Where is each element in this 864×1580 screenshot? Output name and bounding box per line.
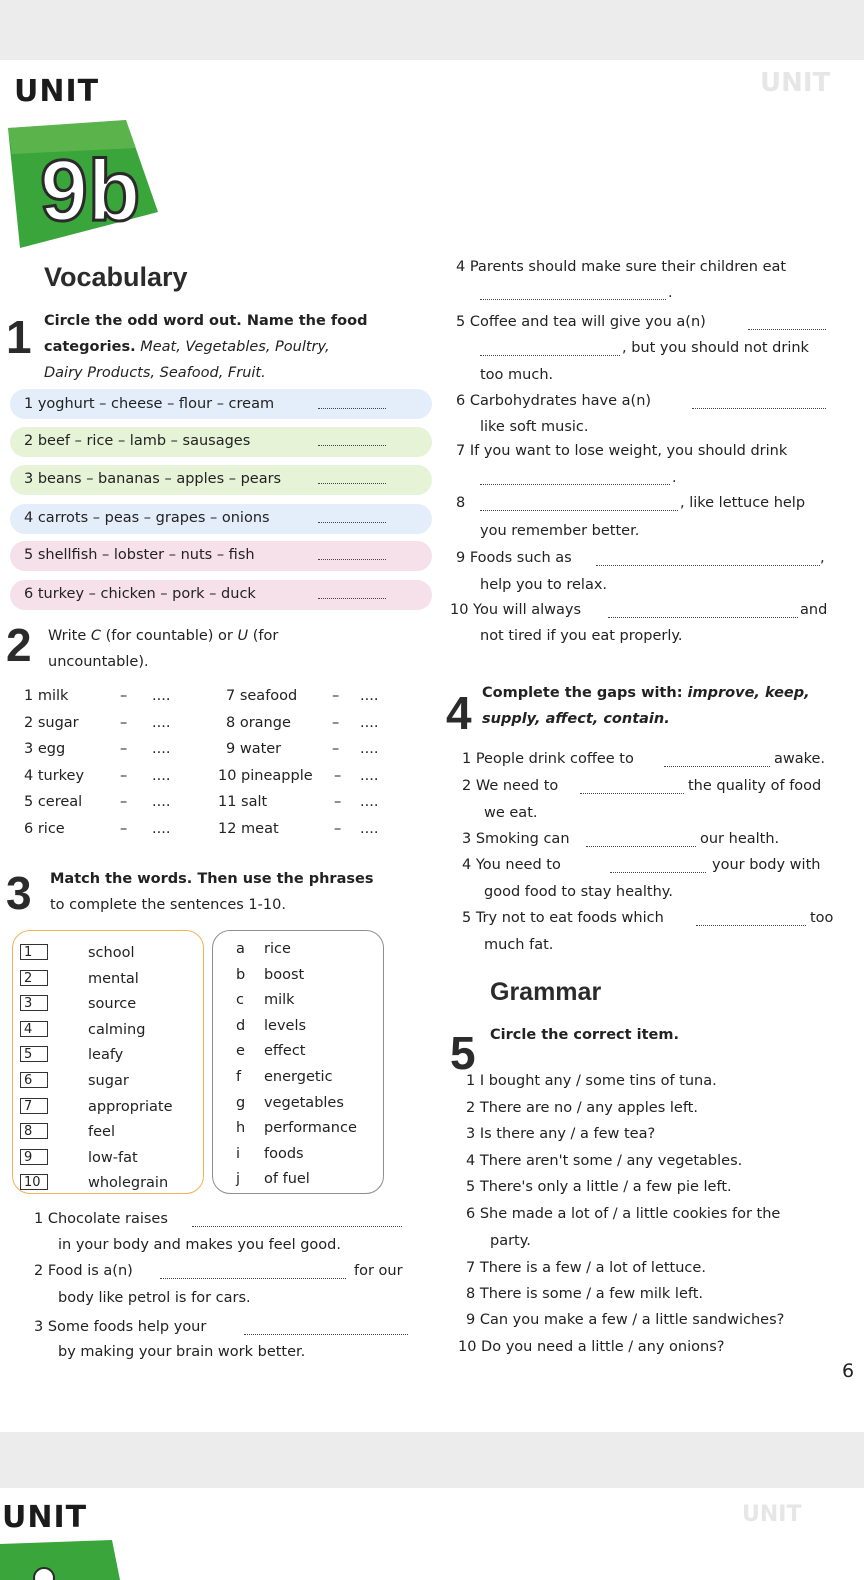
ex3-instruction-line1: Match the words. Then use the phrases [50, 871, 374, 887]
ex2-left-4: 4 turkey [24, 768, 85, 784]
ex3-number-box: 5 [20, 1046, 48, 1062]
exercise-4-number: 4 [446, 687, 472, 739]
ex1-item-3[interactable]: 3 beans – bananas – apples – pears [24, 471, 282, 487]
next-faint-watermark: UNIT [742, 1502, 802, 1527]
ex2-left-2: 2 sugar [24, 715, 79, 731]
ex3-number-box: 4 [20, 1021, 48, 1037]
ex3-right-word[interactable]: performance [264, 1120, 357, 1136]
ex4-s2-gap[interactable] [580, 779, 684, 794]
exercise-1-number: 1 [6, 311, 32, 363]
ex3-left-word[interactable]: leafy [88, 1047, 124, 1063]
ex3-s7-end: . [672, 470, 677, 486]
exercise-5-instruction: Circle the correct item. [490, 1027, 679, 1043]
ex2-right-gap-4[interactable]: .... [360, 768, 379, 784]
ex1-instruction-line3: Dairy Products, Seafood, Fruit. [44, 365, 266, 381]
ex5-item-8[interactable]: 8 There is some / a few milk left. [466, 1286, 704, 1302]
ex3-s7-start: 7 If you want to lose weight, you should drink [456, 443, 788, 459]
ex3-s5-gap-a[interactable] [748, 315, 826, 330]
ex2-left-dash-6: – [120, 821, 128, 837]
ex4-s4-start: 4 You need to [462, 857, 561, 873]
ex2-instr-a: Write [48, 628, 91, 644]
ex3-right-word[interactable]: levels [264, 1018, 307, 1034]
ex2-left-5: 5 cereal [24, 794, 83, 810]
ex3-right-letter: g [236, 1095, 246, 1111]
ex3-right-letter: f [236, 1069, 242, 1085]
ex3-number-box: 9 [20, 1149, 48, 1165]
ex3-right-word[interactable]: rice [264, 941, 291, 957]
ex5-item-9[interactable]: 9 Can you make a few / a little sandwiches? [466, 1312, 785, 1328]
ex4-s1-end: awake. [774, 751, 826, 767]
ex5-item-2[interactable]: 2 There are no / any apples left. [466, 1100, 698, 1116]
ex2-right-3: 9 water [226, 741, 282, 757]
ex3-left-word[interactable]: wholegrain [88, 1175, 169, 1191]
ex3-instruction-line2: to complete the sentences 1-10. [50, 897, 286, 913]
ex3-left-word[interactable]: source [88, 996, 137, 1012]
ex5-item-6[interactable]: 6 She made a lot of / a little cookies for the [466, 1206, 781, 1222]
ex3-right-word[interactable]: milk [264, 992, 295, 1008]
ex3-right-letter: b [236, 967, 246, 983]
next-unit-badge [0, 1540, 120, 1580]
exercise-3-instruction [50, 866, 373, 918]
faint-watermark: UNIT [760, 68, 831, 98]
ex3-s8-end: you remember better. [480, 523, 640, 539]
ex4-s2-end: we eat. [484, 805, 538, 821]
ex2-right-gap-1[interactable]: .... [360, 688, 379, 704]
next-unit-label: UNIT [2, 1500, 88, 1535]
ex2-right-gap-5[interactable]: .... [360, 794, 379, 810]
ex2-right-2: 8 orange [226, 715, 291, 731]
ex2-right-gap-2[interactable]: .... [360, 715, 379, 731]
ex2-instr-d: (for [248, 628, 279, 644]
ex3-left-word[interactable]: low-fat [88, 1150, 138, 1166]
ex3-s9-comma: , [820, 550, 825, 566]
ex2-left-6: 6 rice [24, 821, 65, 837]
ex2-instruction-line2: uncountable). [48, 654, 149, 670]
ex4-instruction-line2: supply, affect, contain. [482, 711, 670, 727]
ex3-left-word[interactable]: school [88, 945, 135, 961]
ex4-s3-gap[interactable] [586, 832, 696, 847]
exercise-3-number: 3 [6, 867, 32, 919]
ex1-instruction-italic: Meat, Vegetables, Poultry, [135, 339, 330, 355]
ex4-instruction-line1 [482, 680, 810, 706]
ex3-right-letter: d [236, 1018, 246, 1034]
ex3-s10-mid: and [800, 602, 828, 618]
ex4-s4-end: good food to stay healthy. [484, 884, 673, 900]
ex3-right-word[interactable]: vegetables [264, 1095, 344, 1111]
ex3-left-word[interactable]: mental [88, 971, 139, 987]
ex1-item-4[interactable]: 4 carrots – peas – grapes – onions [24, 510, 270, 526]
ex2-left-gap-3[interactable]: .... [152, 741, 171, 757]
ex3-number-box: 7 [20, 1098, 48, 1114]
ex3-number-box: 6 [20, 1072, 48, 1088]
ex5-item-7[interactable]: 7 There is a few / a lot of lettuce. [466, 1260, 706, 1276]
ex3-s9-gap[interactable] [596, 551, 820, 566]
ex3-s5-start: 5 Coffee and tea will give you a(n) [456, 314, 706, 330]
grammar-heading: Grammar [490, 978, 602, 1006]
ex2-left-dash-3: – [120, 741, 128, 757]
ex3-left-word[interactable]: calming [88, 1022, 146, 1038]
ex4-s3-start: 3 Smoking can [462, 831, 570, 847]
ex1-instruction-line2 [44, 334, 424, 360]
page-number: 6 [842, 1360, 855, 1382]
ex2-right-dash-2: – [332, 715, 340, 731]
ex1-answer-6[interactable] [318, 584, 386, 599]
ex2-left-gap-4[interactable]: .... [152, 768, 171, 784]
ex4-s2-mid: the quality of food [688, 778, 822, 794]
ex2-instruction-line1 [48, 623, 278, 649]
ex3-s1-end: in your body and makes you feel good. [58, 1237, 341, 1253]
vocabulary-heading: Vocabulary [44, 262, 188, 292]
ex2-right-4: 10 pineapple [218, 768, 313, 784]
ex4-s3-end: our health. [700, 831, 780, 847]
svg-text:9b: 9b [40, 143, 141, 239]
ex3-number-box: 2 [20, 970, 48, 986]
ex3-s9-end: help you to relax. [480, 577, 608, 593]
exercise-4-instruction [482, 680, 810, 732]
unit-badge-9b [8, 120, 158, 248]
ex2-left-dash-2: – [120, 715, 128, 731]
unit-label: UNIT [14, 74, 100, 109]
ex3-s10-end: not tired if you eat properly. [480, 628, 683, 644]
ex4-s5-start: 5 Try not to eat foods which [462, 910, 664, 926]
ex3-s8-mid: , like lettuce help [680, 495, 806, 511]
ex2-right-dash-3: – [332, 741, 340, 757]
ex4-s2-start: 2 We need to [462, 778, 559, 794]
ex3-right-letter: a [236, 941, 245, 957]
ex3-right-word[interactable]: foods [264, 1146, 304, 1162]
ex2-left-gap-6[interactable]: .... [152, 821, 171, 837]
ex1-answer-2[interactable] [318, 431, 386, 446]
ex3-s3-gap[interactable] [244, 1320, 408, 1335]
ex3-s9-start: 9 Foods such as [456, 550, 572, 566]
ex3-number-box: 8 [20, 1123, 48, 1139]
ex1-instruction-bold2: categories. [44, 339, 136, 355]
ex1-answer-5[interactable] [318, 545, 386, 560]
next-page-sheet [0, 1488, 864, 1580]
ex2-left-dash-5: – [120, 794, 128, 810]
ex3-right-word[interactable]: boost [264, 967, 305, 983]
ex3-s4-end: . [668, 285, 673, 301]
ex3-right-letter: j [236, 1171, 241, 1187]
ex1-item-2[interactable]: 2 beef – rice – lamb – sausages [24, 433, 251, 449]
ex3-left-word[interactable]: appropriate [88, 1099, 173, 1115]
ex1-instruction-line1: Circle the odd word out. Name the food [44, 313, 368, 329]
ex2-left-dash-4: – [120, 768, 128, 784]
ex3-s6-start: 6 Carbohydrates have a(n) [456, 393, 652, 409]
ex1-answer-1[interactable] [318, 394, 386, 409]
ex3-s1-start: 1 Chocolate raises [34, 1211, 168, 1227]
ex3-s3-start: 3 Some foods help your [34, 1319, 207, 1335]
ex3-s5-mid: , but you should not drink [622, 340, 809, 356]
ex4-s5-gap[interactable] [696, 911, 806, 926]
ex4-s4-gap[interactable] [610, 858, 706, 873]
ex3-s8-num: 8 [456, 495, 466, 511]
ex3-s5-gap-b[interactable] [480, 341, 620, 356]
ex3-s2-mid: for our [354, 1263, 403, 1279]
ex2-right-gap-3[interactable]: .... [360, 741, 379, 757]
ex2-right-6: 12 meat [218, 821, 279, 837]
ex4-s4-mid: your body with [712, 857, 821, 873]
ex3-right-letter: i [236, 1146, 241, 1162]
ex5-item-1[interactable]: 1 I bought any / some tins of tuna. [466, 1073, 717, 1089]
ex3-number-box: 1 [20, 944, 48, 960]
ex3-left-word[interactable]: feel [88, 1124, 115, 1140]
ex4-s5-end: much fat. [484, 937, 554, 953]
ex3-s2-end: body like petrol is for cars. [58, 1290, 251, 1306]
ex2-right-dash-6: – [334, 821, 342, 837]
ex5-item-3[interactable]: 3 Is there any / a few tea? [466, 1126, 656, 1142]
ex3-s6-end: like soft music. [480, 419, 589, 435]
ex1-item-5[interactable]: 5 shellfish – lobster – nuts – fish [24, 547, 255, 563]
ex5-item-6-cont: party. [490, 1233, 531, 1249]
ex5-item-10[interactable]: 10 Do you need a little / any onions? [458, 1339, 725, 1355]
exercise-1-instruction [44, 308, 424, 386]
ex2-instr-b: (for countable) or [101, 628, 238, 644]
ex3-s5-end: too much. [480, 367, 554, 383]
ex3-right-letter: h [236, 1120, 246, 1136]
exercise-2-number: 2 [6, 619, 32, 671]
ex1-item-6[interactable]: 6 turkey – chicken – pork – duck [24, 586, 256, 602]
ex3-s1-gap[interactable] [192, 1212, 402, 1227]
ex3-s10-gap[interactable] [608, 603, 798, 618]
ex3-number-box: 10 [20, 1174, 48, 1190]
ex3-number-box: 3 [20, 995, 48, 1011]
ex2-right-dash-5: – [334, 794, 342, 810]
ex3-s6-gap[interactable] [692, 394, 826, 409]
ex5-item-5[interactable]: 5 There's only a little / a few pie left. [466, 1179, 732, 1195]
ex4-s1-start: 1 People drink coffee to [462, 751, 634, 767]
ex1-item-1[interactable]: 1 yoghurt – cheese – flour – cream [24, 396, 275, 412]
ex2-left-1: 1 milk [24, 688, 69, 704]
ex2-left-3: 3 egg [24, 741, 66, 757]
ex4-instr-a: Complete the gaps with: [482, 685, 688, 701]
ex3-right-word[interactable]: energetic [264, 1069, 333, 1085]
ex3-left-word[interactable]: sugar [88, 1073, 129, 1089]
ex2-right-dash-1: – [332, 688, 340, 704]
ex3-right-word[interactable]: effect [264, 1043, 306, 1059]
ex3-s4-start: 4 Parents should make sure their children eat [456, 259, 787, 275]
ex2-right-1: 7 seafood [226, 688, 298, 704]
ex3-s7-gap[interactable] [480, 470, 670, 485]
ex4-instr-italic1: improve, keep, [687, 685, 810, 701]
ex2-left-gap-1[interactable]: .... [152, 688, 171, 704]
ex3-s8-gap[interactable] [480, 496, 678, 511]
ex2-left-gap-5[interactable]: .... [152, 794, 171, 810]
ex5-item-4[interactable]: 4 There aren't some / any vegetables. [466, 1153, 743, 1169]
ex2-left-dash-1: – [120, 688, 128, 704]
ex3-s3-end: by making your brain work better. [58, 1344, 306, 1360]
ex2-instr-u: U [237, 628, 249, 644]
ex2-left-gap-2[interactable]: .... [152, 715, 171, 731]
ex1-answer-4[interactable] [318, 508, 386, 523]
ex1-answer-3[interactable] [318, 469, 386, 484]
ex4-s5-mid: too [810, 910, 834, 926]
exercise-5-number: 5 [450, 1027, 476, 1079]
ex3-s4-gap[interactable] [480, 285, 666, 300]
ex3-s2-gap[interactable] [160, 1264, 346, 1279]
ex2-right-dash-4: – [334, 768, 342, 784]
ex2-right-gap-6[interactable]: .... [360, 821, 379, 837]
ex3-s10-start: 10 You will always [450, 602, 582, 618]
ex4-s1-gap[interactable] [664, 752, 770, 767]
ex2-right-5: 11 salt [218, 794, 268, 810]
ex3-right-letter: c [236, 992, 244, 1008]
ex3-right-word[interactable]: of fuel [264, 1171, 310, 1187]
ex3-right-letter: e [236, 1043, 245, 1059]
exercise-2-instruction [48, 623, 278, 675]
ex2-instr-c: C [90, 628, 102, 644]
ex3-s2-start: 2 Food is a(n) [34, 1263, 133, 1279]
